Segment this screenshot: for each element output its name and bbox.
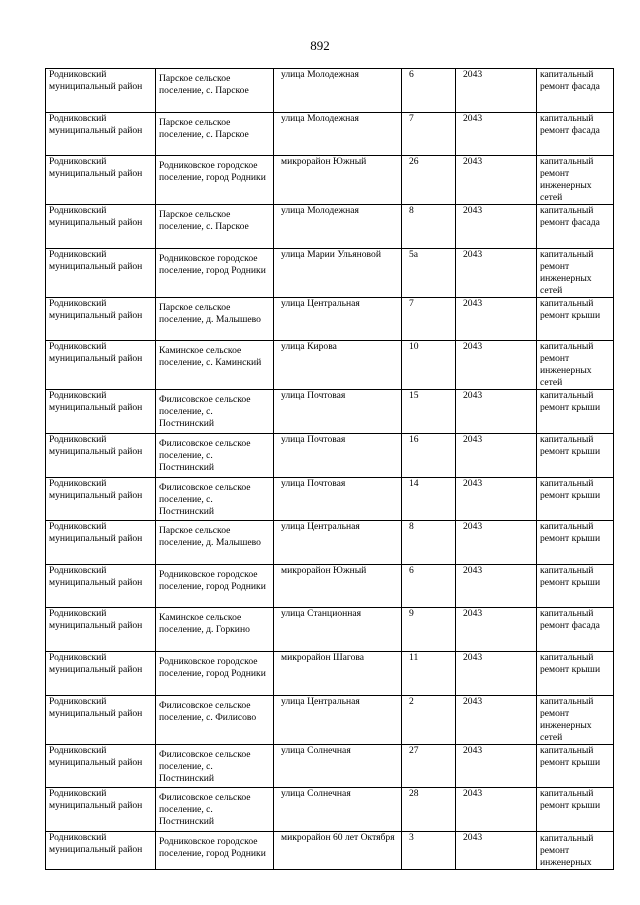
year-cell — [456, 205, 537, 249]
district-cell: Родниковский муниципальный район — [46, 297, 156, 341]
settlement-text: Родниковское городское поселение, город Родники — [159, 252, 266, 276]
table-row — [46, 521, 614, 565]
year-cell — [456, 248, 537, 297]
year-text: 2043 — [463, 248, 483, 260]
table-row — [46, 248, 614, 297]
settlement-text: Каминское сельское поселение, д. Горкино — [159, 612, 250, 636]
district-cell: Родниковский муниципальный район — [46, 69, 156, 113]
year-text: 2043 — [463, 608, 483, 620]
year-cell — [456, 297, 537, 341]
district-cell: Родниковский муниципальный район — [46, 651, 156, 695]
table-row — [46, 608, 614, 652]
street-text: улица Марии Ульяновой — [281, 248, 381, 260]
street-text: улица Центральная — [281, 297, 360, 309]
house-cell — [402, 69, 456, 113]
work-type-cell: капитальный ремонт инженерных сетей — [537, 695, 614, 744]
street-cell — [274, 248, 402, 297]
house-text: 7 — [409, 112, 414, 124]
street-cell — [274, 390, 402, 434]
work-type-cell: капитальный ремонт инженерных сетей — [537, 156, 614, 205]
street-cell — [274, 564, 402, 608]
settlement-text: Каминское сельское поселение, с. Каминский — [159, 345, 262, 369]
street-text: микрорайон 60 лет Октября — [281, 831, 395, 843]
table-row — [46, 341, 614, 390]
house-text: 8 — [409, 521, 414, 533]
street-cell — [274, 788, 402, 832]
house-cell — [402, 433, 456, 477]
year-text: 2043 — [463, 297, 483, 309]
house-cell — [402, 564, 456, 608]
table-row — [46, 564, 614, 608]
settlement-cell — [156, 608, 274, 652]
district-cell: Родниковский муниципальный район — [46, 390, 156, 434]
street-cell — [274, 156, 402, 205]
settlement-text: Родниковское городское поселение, город Родники — [159, 835, 266, 859]
district-cell: Родниковский муниципальный район — [46, 521, 156, 565]
year-text: 2043 — [463, 695, 483, 707]
street-cell — [274, 521, 402, 565]
house-cell — [402, 390, 456, 434]
year-cell — [456, 564, 537, 608]
house-cell — [402, 744, 456, 788]
table-row — [46, 477, 614, 521]
street-cell — [274, 477, 402, 521]
settlement-text: Филисовское сельское поселение, с. Постнинский — [159, 481, 251, 517]
street-cell — [274, 341, 402, 390]
settlement-cell — [156, 788, 274, 832]
year-cell — [456, 744, 537, 788]
settlement-cell — [156, 341, 274, 390]
table-row — [46, 112, 614, 156]
house-text: 6 — [409, 564, 414, 576]
work-type-cell: капитальный ремонт крыши — [537, 788, 614, 832]
street-text: улица Молодежная — [281, 69, 359, 80]
house-text: 2 — [409, 695, 414, 707]
house-text: 5а — [409, 248, 419, 260]
table-row — [46, 297, 614, 341]
settlement-text: Парское сельское поселение, д. Малышево — [159, 525, 261, 549]
year-cell — [456, 390, 537, 434]
year-text: 2043 — [463, 205, 483, 217]
district-cell: Родниковский муниципальный район — [46, 156, 156, 205]
table-row — [46, 156, 614, 205]
table-row — [46, 433, 614, 477]
year-cell — [456, 69, 537, 113]
settlement-text: Парское сельское поселение, с. Парское — [159, 116, 249, 140]
year-text: 2043 — [463, 156, 483, 168]
year-cell — [456, 521, 537, 565]
year-text: 2043 — [463, 831, 483, 843]
page-number: 892 — [310, 38, 330, 53]
work-type-cell: капитальный ремонт инженерных — [537, 831, 614, 869]
settlement-text: Филисовское сельское поселение, с. Постнинский — [159, 748, 251, 784]
settlement-text: Филисовское сельское поселение, с. Постнинский — [159, 792, 251, 828]
year-text: 2043 — [463, 744, 483, 756]
settlement-text: Родниковское городское поселение, город Родники — [159, 160, 266, 184]
settlement-cell — [156, 156, 274, 205]
house-cell — [402, 695, 456, 744]
street-text: улица Почтовая — [281, 390, 346, 402]
settlement-cell — [156, 695, 274, 744]
settlement-cell — [156, 433, 274, 477]
year-cell — [456, 651, 537, 695]
year-text: 2043 — [463, 341, 483, 353]
house-text: 28 — [409, 788, 419, 800]
house-cell — [402, 112, 456, 156]
district-cell: Родниковский муниципальный район — [46, 695, 156, 744]
district-cell: Родниковский муниципальный район — [46, 205, 156, 249]
settlement-text: Парское сельское поселение, д. Малышево — [159, 301, 261, 325]
street-text: микрорайон Южный — [281, 564, 367, 576]
street-text: улица Центральная — [281, 695, 360, 707]
house-cell — [402, 651, 456, 695]
year-text: 2043 — [463, 112, 483, 124]
settlement-cell — [156, 297, 274, 341]
year-cell — [456, 477, 537, 521]
housing-repair-table — [45, 68, 614, 870]
district-cell: Родниковский муниципальный район — [46, 788, 156, 832]
settlement-cell — [156, 390, 274, 434]
district-cell: Родниковский муниципальный район — [46, 112, 156, 156]
year-cell — [456, 695, 537, 744]
settlement-text: Родниковское городское поселение, город Родники — [159, 568, 266, 592]
house-cell — [402, 297, 456, 341]
work-type-cell: капитальный ремонт крыши — [537, 297, 614, 341]
year-cell — [456, 156, 537, 205]
year-cell — [456, 112, 537, 156]
table-row — [46, 390, 614, 434]
house-text: 3 — [409, 831, 414, 843]
street-text: улица Молодежная — [281, 205, 359, 217]
settlement-cell — [156, 205, 274, 249]
settlement-cell — [156, 744, 274, 788]
table-row — [46, 651, 614, 695]
district-cell: Родниковский муниципальный район — [46, 608, 156, 652]
street-text: улица Станционная — [281, 608, 362, 620]
settlement-cell — [156, 564, 274, 608]
settlement-cell — [156, 521, 274, 565]
work-type-cell: капитальный ремонт крыши — [537, 390, 614, 434]
house-text: 7 — [409, 297, 414, 309]
house-text: 9 — [409, 608, 414, 620]
settlement-cell — [156, 477, 274, 521]
table-row — [46, 831, 614, 869]
house-text: 27 — [409, 744, 419, 756]
street-text: микрорайон Южный — [281, 156, 367, 168]
year-text: 2043 — [463, 69, 483, 80]
house-text: 15 — [409, 390, 419, 402]
year-cell — [456, 608, 537, 652]
house-text: 10 — [409, 341, 419, 353]
street-cell — [274, 433, 402, 477]
year-cell — [456, 433, 537, 477]
work-type-cell: капитальный ремонт крыши — [537, 651, 614, 695]
house-text: 14 — [409, 477, 419, 489]
district-cell: Родниковский муниципальный район — [46, 744, 156, 788]
table-row — [46, 788, 614, 832]
street-cell — [274, 69, 402, 113]
house-cell — [402, 831, 456, 869]
settlement-cell — [156, 831, 274, 869]
work-type-cell: капитальный ремонт крыши — [537, 564, 614, 608]
work-type-cell: капитальный ремонт фасада — [537, 112, 614, 156]
settlement-text: Филисовское сельское поселение, с. Филисово — [159, 699, 257, 723]
house-text: 8 — [409, 205, 414, 217]
work-type-cell: капитальный ремонт крыши — [537, 477, 614, 521]
street-text: улица Центральная — [281, 521, 360, 533]
table-row — [46, 695, 614, 744]
house-cell — [402, 521, 456, 565]
house-text: 26 — [409, 156, 419, 168]
work-type-cell: капитальный ремонт инженерных сетей — [537, 341, 614, 390]
street-text: улица Кирова — [281, 341, 337, 353]
street-cell — [274, 831, 402, 869]
settlement-text: Парское сельское поселение, с. Парское — [159, 73, 249, 96]
year-text: 2043 — [463, 390, 483, 402]
district-cell: Родниковский муниципальный район — [46, 341, 156, 390]
district-cell: Родниковский муниципальный район — [46, 477, 156, 521]
street-cell — [274, 112, 402, 156]
house-cell — [402, 156, 456, 205]
work-type-cell: капитальный ремонт инженерных сетей — [537, 248, 614, 297]
work-type-cell: капитальный ремонт фасада — [537, 69, 614, 113]
street-text: улица Солнечная — [281, 744, 351, 756]
year-cell — [456, 831, 537, 869]
house-cell — [402, 788, 456, 832]
settlement-text: Родниковское городское поселение, город Родники — [159, 655, 266, 679]
street-cell — [274, 695, 402, 744]
table-row — [46, 205, 614, 249]
district-cell: Родниковский муниципальный район — [46, 831, 156, 869]
year-text: 2043 — [463, 651, 483, 663]
district-cell: Родниковский муниципальный район — [46, 564, 156, 608]
table-row — [46, 744, 614, 788]
settlement-text: Филисовское сельское поселение, с. Постнинский — [159, 437, 251, 473]
work-type-cell: капитальный ремонт крыши — [537, 433, 614, 477]
settlement-cell — [156, 112, 274, 156]
year-text: 2043 — [463, 788, 483, 800]
district-cell: Родниковский муниципальный район — [46, 433, 156, 477]
house-cell — [402, 477, 456, 521]
street-text: улица Молодежная — [281, 112, 359, 124]
district-cell: Родниковский муниципальный район — [46, 248, 156, 297]
work-type-cell: капитальный ремонт фасада — [537, 205, 614, 249]
street-cell — [274, 744, 402, 788]
year-cell — [456, 341, 537, 390]
street-cell — [274, 297, 402, 341]
year-text: 2043 — [463, 564, 483, 576]
year-cell — [456, 788, 537, 832]
year-text: 2043 — [463, 433, 483, 445]
house-cell — [402, 608, 456, 652]
settlement-cell — [156, 651, 274, 695]
street-cell — [274, 651, 402, 695]
settlement-text: Парское сельское поселение, с. Парское — [159, 209, 249, 233]
work-type-cell: капитальный ремонт крыши — [537, 521, 614, 565]
house-cell — [402, 248, 456, 297]
house-cell — [402, 341, 456, 390]
year-text: 2043 — [463, 521, 483, 533]
house-cell — [402, 205, 456, 249]
house-text: 16 — [409, 433, 419, 445]
work-type-cell: капитальный ремонт крыши — [537, 744, 614, 788]
house-text: 6 — [409, 69, 414, 80]
settlement-cell — [156, 69, 274, 113]
table-row — [46, 69, 614, 113]
year-text: 2043 — [463, 477, 483, 489]
street-cell — [274, 205, 402, 249]
street-text: микрорайон Шагова — [281, 651, 365, 663]
house-text: 11 — [409, 651, 419, 663]
settlement-text: Филисовское сельское поселение, с. Постнинский — [159, 394, 251, 430]
settlement-cell — [156, 248, 274, 297]
street-text: улица Солнечная — [281, 788, 351, 800]
street-text: улица Почтовая — [281, 477, 346, 489]
work-type-cell: капитальный ремонт фасада — [537, 608, 614, 652]
street-cell — [274, 608, 402, 652]
street-text: улица Почтовая — [281, 433, 346, 445]
